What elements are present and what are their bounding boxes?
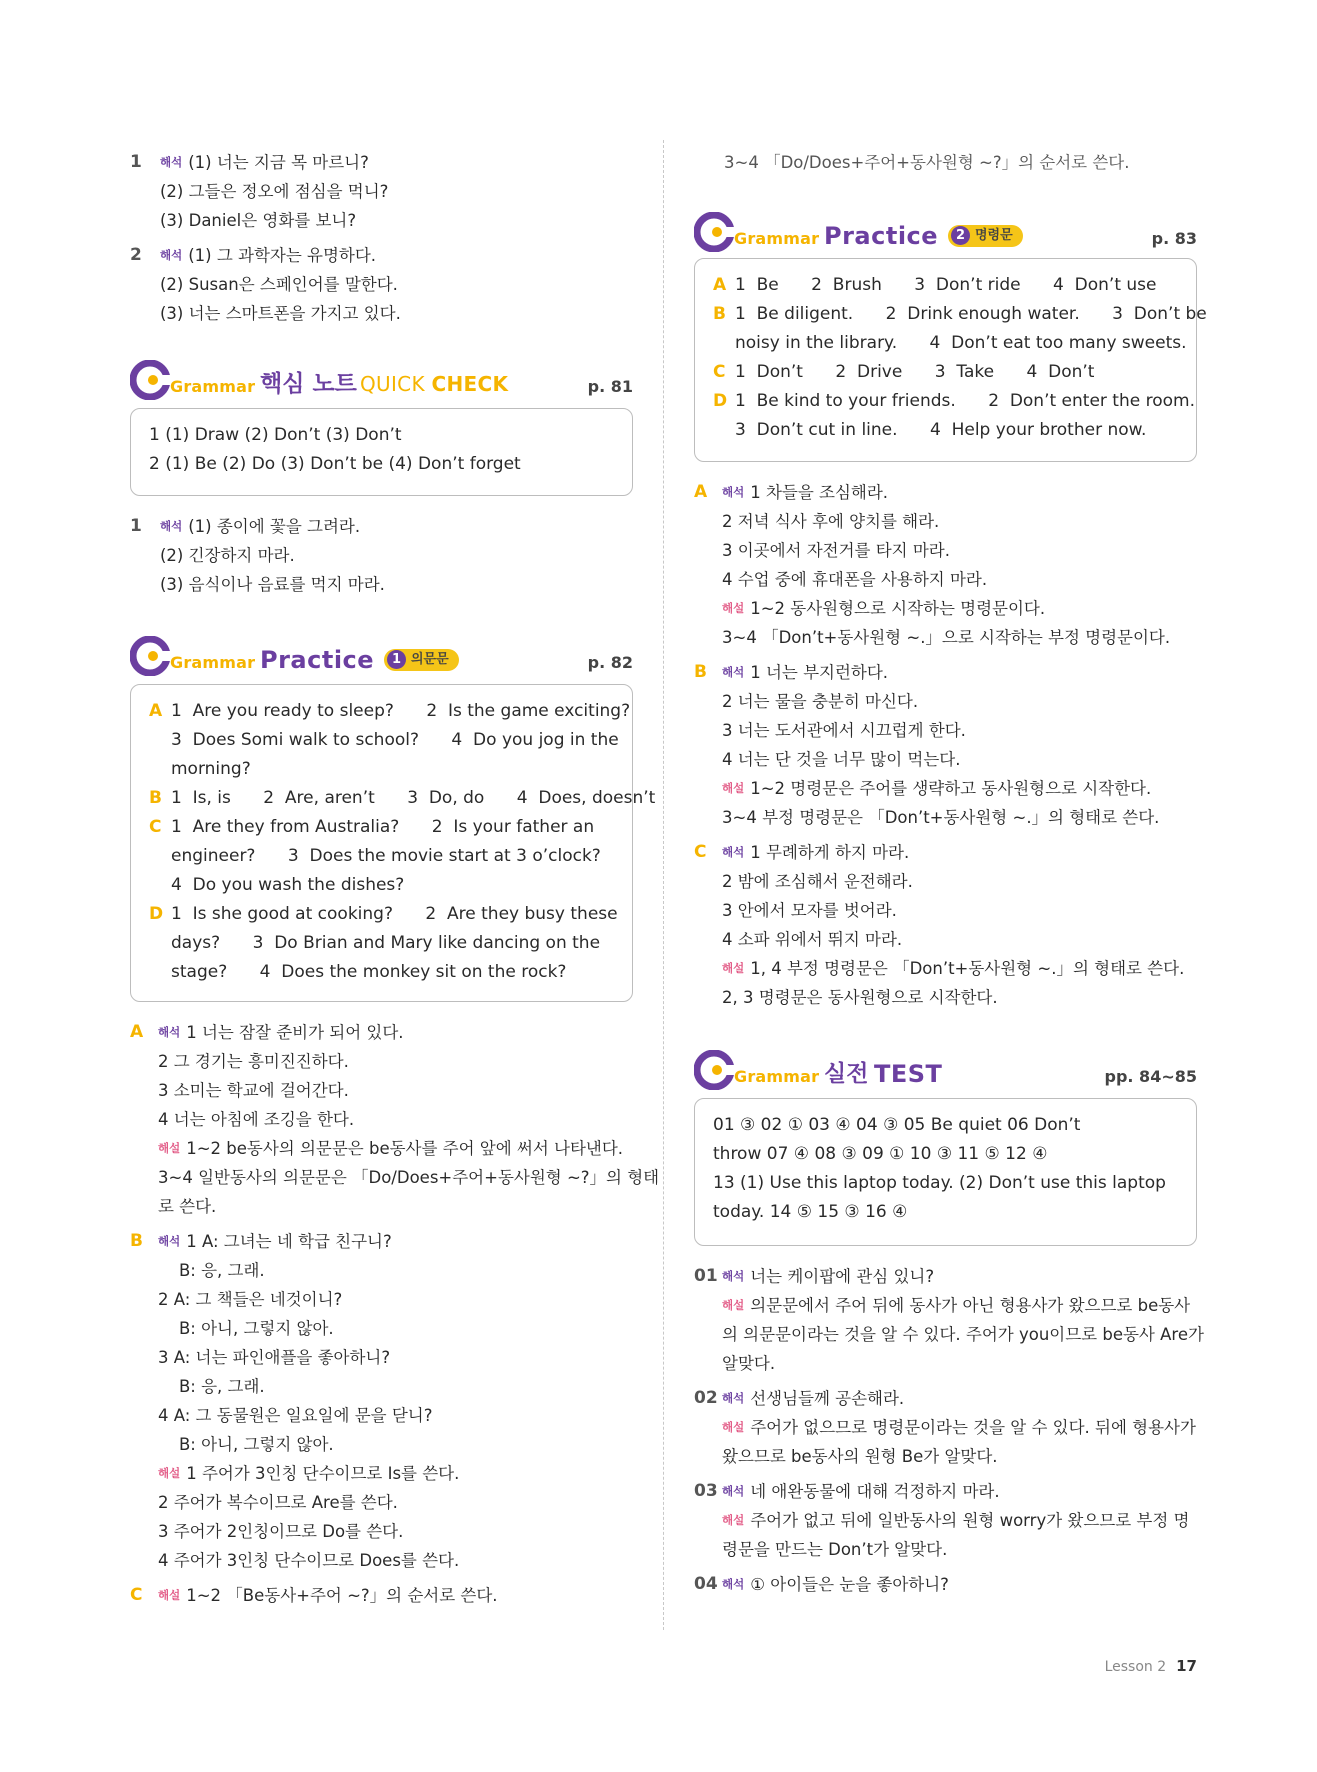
topic-badge: 2 명령문 (948, 225, 1023, 247)
explanation-text: 1 너는 잠잘 준비가 되어 있다. (186, 1023, 404, 1042)
explanation-line (694, 507, 1197, 536)
section-letter: A (149, 701, 163, 721)
section-letter: B (713, 304, 726, 324)
explanation-line (694, 1384, 1197, 1413)
answer-line (149, 842, 614, 871)
page-footer (1105, 1657, 1197, 1675)
grammar-g-logo-icon (130, 636, 170, 676)
explanation-text: 주어가 없고 뒤에 일반동사의 원형 worry가 왔으므로 부정 명 (750, 1511, 1190, 1530)
explanation-text: 3 너는 도서관에서 시끄럽게 한다. (722, 721, 966, 740)
section-letter: C (694, 842, 707, 862)
section-letter: 01 (694, 1266, 718, 1286)
explanation-text: 로 쓴다. (158, 1197, 217, 1216)
explanation-line (130, 1314, 633, 1343)
explanation-line (694, 478, 1197, 507)
explanation-text: 3 이곳에서 자전거를 타지 마라. (722, 541, 950, 560)
answer-line (713, 358, 1178, 387)
translation-tag: 해석 (722, 1391, 745, 1405)
explanation-line (694, 896, 1197, 925)
translation-tag: 해석 (722, 1269, 745, 1283)
explanation-line (130, 1134, 633, 1163)
explanation-text: 1 주어가 3인칭 단수이므로 Is를 쓴다. (186, 1464, 460, 1483)
explanation-line (130, 1285, 633, 1314)
explanation-text: 3 안에서 모자를 벗어라. (722, 901, 897, 920)
explanation-line (694, 954, 1197, 983)
section-letter: A (130, 1022, 144, 1042)
answer-text: 1 Are they from Australia? 2 Is your father an (171, 817, 595, 837)
explanation-text: 4 주어가 3인칭 단수이므로 Does를 쓴다. (158, 1551, 460, 1570)
list-item: 1 해석 (1) 너는 지금 목 마르니? (130, 148, 633, 177)
explanation-text: B: 아니, 그렇지 않아. (158, 1435, 334, 1454)
practice-2-explanations (694, 478, 1197, 1012)
answer-line (713, 300, 1207, 329)
explanation-text: 의문문에서 주어 뒤에 동사가 아닌 형용사가 왔으므로 be동사 (750, 1296, 1191, 1315)
answer-text: engineer? 3 Does the movie start at 3 o’clock? (171, 846, 601, 866)
answer-text: 3 Don’t cut in line. 4 Help your brother now. (735, 420, 1147, 440)
page-reference: p. 81 (587, 377, 633, 396)
answer-line (149, 784, 656, 813)
answer-text: days? 3 Do Brian and Mary like dancing on the (171, 933, 601, 953)
section-title: 실전 (824, 1061, 869, 1087)
grammar-g-logo-icon (694, 212, 734, 252)
explanation-line (130, 1192, 633, 1221)
explanation-line (130, 1372, 633, 1401)
grammar-word: Grammar (734, 1067, 820, 1086)
explanation-line (694, 1506, 1197, 1535)
explanation-line (694, 1291, 1197, 1320)
explanation-line (694, 1570, 1197, 1599)
explanation-line (694, 565, 1197, 594)
explanation-text: 3 A: 너는 파인애플을 좋아하니? (158, 1348, 391, 1367)
translation-tag: 해석 (722, 665, 745, 679)
translation-tag: 해석 (160, 155, 183, 169)
answer-line (713, 416, 1178, 445)
answer-line: 1 (1) Draw (2) Don’t (3) Don’t (149, 425, 402, 445)
explanation-line (130, 1227, 633, 1256)
explanation-line (130, 1076, 633, 1105)
page-reference: p. 82 (587, 653, 633, 672)
item-number: 2 (130, 245, 142, 265)
explanation-text: 선생님들께 공손해라. (750, 1389, 905, 1408)
explanation-line (694, 658, 1197, 687)
answer-text: 1 Are you ready to sleep? 2 Is the game exciting? (171, 701, 631, 721)
explanation-text: 의 의문문이라는 것을 알 수 있다. 주어가 you이므로 be동사 Are가 (722, 1325, 1204, 1344)
explanation-tag: 해설 (722, 781, 745, 795)
section-letter: C (149, 817, 162, 837)
answer-text: noisy in the library. 4 Don’t eat too many sweets. (735, 333, 1187, 353)
explanation-text: 1~2 동사원형으로 시작하는 명령문이다. (750, 599, 1046, 618)
practice-2-header (694, 212, 1197, 254)
answer-line (149, 929, 614, 958)
explanation-text: 1~2 be동사의 의문문은 be동사를 주어 앞에 써서 나타낸다. (186, 1139, 624, 1158)
explanation-line (694, 623, 1197, 652)
quick-check-header (130, 360, 633, 402)
carryover-explanation: 3~4 「Do/Does+주어+동사원형 ~?」의 순서로 쓴다. (724, 153, 1130, 172)
explanation-line (694, 867, 1197, 896)
explanation-line (130, 1163, 660, 1192)
test-explanations (694, 1262, 1204, 1599)
answer-line: throw 07 ④ 08 ③ 09 ① 10 ③ 11 ⑤ 12 ④ (713, 1144, 1048, 1164)
section-title: Practice (824, 222, 939, 250)
answer-text: 1 Be diligent. 2 Drink enough water. 3 Don’t be (735, 304, 1207, 324)
practice-2-answer-box (694, 258, 1207, 462)
explanation-line (130, 1546, 633, 1575)
explanation-line (130, 1343, 633, 1372)
section-title: 핵심 노트 (260, 371, 357, 397)
answer-line: 01 ③ 02 ① 03 ④ 04 ③ 05 Be quiet 06 Don’t (713, 1115, 1081, 1135)
answer-line (149, 726, 619, 755)
explanation-text: 1 차들을 조심해라. (750, 483, 889, 502)
answer-text: 4 Do you wash the dishes? (171, 875, 405, 895)
section-letter: B (130, 1231, 143, 1251)
translation-tag: 해석 (160, 519, 183, 533)
grammar-word: Grammar (170, 653, 256, 672)
explanation-text: 1, 4 부정 명령문은 「Don’t+동사원형 ~.」의 형태로 쓴다. (750, 959, 1185, 978)
test-answer-box (694, 1098, 1197, 1246)
explanation-text: 2 저녁 식사 후에 양치를 해라. (722, 512, 940, 531)
section-letter: A (694, 482, 708, 502)
explanation-text: 2, 3 명령문은 동사원형으로 시작한다. (722, 988, 998, 1007)
section-letter: C (130, 1585, 143, 1605)
explanation-line (130, 1459, 633, 1488)
section-letter: 04 (694, 1574, 718, 1594)
explanation-tag: 해설 (158, 1588, 181, 1602)
grammar-word: Grammar (734, 229, 820, 248)
item-number: 1 (130, 516, 142, 536)
answer-line (713, 271, 1178, 300)
explanation-tag: 해설 (158, 1466, 181, 1480)
explanation-line (694, 687, 1197, 716)
explanation-line (130, 1488, 633, 1517)
explanation-tag: 해설 (722, 1420, 745, 1434)
explanation-tag: 해설 (722, 961, 745, 975)
explanation-line (694, 1262, 1197, 1291)
lesson-label: Lesson 2 (1104, 1659, 1167, 1675)
section-letter: C (713, 362, 726, 382)
explanation-text: 4 너는 아침에 조깅을 한다. (158, 1110, 355, 1129)
list-item: 1 해석 (1) 종이에 꽃을 그려라. (130, 512, 633, 541)
practice-1-answer-box (130, 684, 656, 1002)
explanation-line (130, 1430, 633, 1459)
section-letter: B (694, 662, 707, 682)
test-header (694, 1050, 1197, 1092)
explanation-text: B: 아니, 그렇지 않아. (158, 1319, 334, 1338)
section-title-en: TEST (874, 1060, 943, 1088)
grammar-g-logo-icon (694, 1050, 734, 1090)
answer-line (149, 958, 614, 987)
explanation-line (694, 803, 1197, 832)
page-reference: p. 83 (1151, 229, 1197, 248)
column-divider (663, 140, 664, 1630)
answer-line (149, 900, 618, 929)
answer-text: 1 Be kind to your friends. 2 Don’t enter the room. (735, 391, 1195, 411)
answer-text: 1 Is she good at cooking? 2 Are they busy these (171, 904, 618, 924)
item-number: 1 (130, 152, 142, 172)
explanation-line (694, 745, 1197, 774)
answer-text: morning? (171, 759, 251, 779)
explanation-text: 3~4 일반동사의 의문문은 「Do/Does+주어+동사원형 ~?」의 형태 (158, 1168, 660, 1187)
explanation-text: 1 A: 그녀는 네 학급 친구니? (186, 1232, 392, 1251)
explanation-tag: 해설 (722, 601, 745, 615)
list-item: 2 해석 (1) 그 과학자는 유명하다. (130, 241, 633, 270)
explanation-text: 2 밤에 조심해서 운전해라. (722, 872, 913, 891)
answer-text: 1 Is, is 2 Are, aren’t 3 Do, do 4 Does, doesn’t (171, 788, 656, 808)
section-letter: A (713, 275, 727, 295)
translation-tag: 해석 (160, 248, 183, 262)
section-title: Practice (260, 646, 375, 674)
answer-line (149, 871, 614, 900)
explanation-line (130, 1581, 633, 1610)
explanation-text: 1 너는 부지런하다. (750, 663, 889, 682)
explanation-text: 2 A: 그 책들은 네것이니? (158, 1290, 343, 1309)
page-reference: pp. 84~85 (1104, 1067, 1197, 1086)
explanation-line (694, 1349, 1197, 1378)
explanation-line (694, 774, 1197, 803)
section-letter: D (149, 904, 164, 924)
explanation-line (694, 1535, 1197, 1564)
answer-line: 13 (1) Use this laptop today. (2) Don’t use this laptop (713, 1173, 1166, 1193)
explanation-line (130, 1018, 633, 1047)
explanation-line (130, 1105, 633, 1134)
explanation-line (694, 925, 1197, 954)
explanation-text: 2 너는 물을 충분히 마신다. (722, 692, 919, 711)
answer-text: 3 Does Somi walk to school? 4 Do you jog in the (171, 730, 619, 750)
translation-tag: 해석 (158, 1234, 181, 1248)
answer-line: 2 (1) Be (2) Do (3) Don’t be (4) Don’t forget (149, 454, 521, 474)
answer-line (713, 329, 1187, 358)
explanation-text: 1~2 「Be동사+주어 ~?」의 순서로 쓴다. (186, 1586, 498, 1605)
explanation-text: 1 무례하게 하지 마라. (750, 843, 910, 862)
translation-tag: 해석 (722, 485, 745, 499)
explanation-line (694, 1413, 1197, 1442)
translation-tag: 해석 (722, 1484, 745, 1498)
translation-tag: 해석 (722, 845, 745, 859)
explanation-line (694, 594, 1197, 623)
section-letter: 02 (694, 1388, 718, 1408)
explanation-line (130, 1047, 633, 1076)
explanation-text: B: 응, 그래. (158, 1261, 265, 1280)
answer-text: stage? 4 Does the monkey sit on the rock? (171, 962, 567, 982)
explanation-text: 1~2 명령문은 주어를 생략하고 동사원형으로 시작한다. (750, 779, 1152, 798)
explanation-tag: 해설 (158, 1141, 181, 1155)
explanation-text: 4 A: 그 동물원은 일요일에 문을 닫니? (158, 1406, 433, 1425)
practice-1-header (130, 636, 633, 678)
explanation-line (694, 716, 1197, 745)
intro-explanations: 1 해석 (1) 너는 지금 목 마르니? (2) 그들은 정오에 점심을 먹니? (3) Daniel은 영화를 보니? 2 해석 (1) 그 과학자는 유명하다. (2) Susan은 스페인어를 말한다. (3) 너는 스마트폰을 가지고 있다. (130, 148, 633, 328)
answer-text: 1 Be 2 Brush 3 Don’t ride 4 Don’t use (735, 275, 1157, 295)
answer-line (149, 813, 614, 842)
section-letter: B (149, 788, 162, 808)
explanation-text: ① 아이들은 눈을 좋아하니? (750, 1575, 949, 1594)
answer-text: 1 Don’t 2 Drive 3 Take 4 Don’t (735, 362, 1095, 382)
explanation-text: 주어가 없으므로 명령문이라는 것을 알 수 있다. 뒤에 형용사가 (750, 1418, 1196, 1437)
section-letter: D (713, 391, 728, 411)
explanation-text: B: 응, 그래. (158, 1377, 265, 1396)
explanation-text: 4 수업 중에 휴대폰을 사용하지 마라. (722, 570, 988, 589)
explanation-line (694, 1320, 1204, 1349)
explanation-text: 4 너는 단 것을 너무 많이 먹는다. (722, 750, 961, 769)
grammar-word: Grammar (170, 377, 256, 396)
answer-line (149, 697, 631, 726)
explanation-text: 네 애완동물에 대해 걱정하지 마라. (750, 1482, 1000, 1501)
explanation-line (130, 1517, 633, 1546)
answer-line (149, 755, 614, 784)
explanation-text: 2 주어가 복수이므로 Are를 쓴다. (158, 1493, 398, 1512)
explanation-line (694, 1477, 1197, 1506)
quick-check-explanation: 1 해석 (1) 종이에 꽃을 그려라. (2) 긴장하지 마라. (3) 음식이나 음료를 먹지 마라. (130, 512, 633, 599)
practice-1-explanations (130, 1018, 660, 1610)
check-label: CHECK (431, 372, 509, 396)
explanation-line (694, 983, 1197, 1012)
section-letter: 03 (694, 1481, 718, 1501)
explanation-line (130, 1256, 633, 1285)
quick-label: QUICK (360, 372, 425, 396)
grammar-g-logo-icon (130, 360, 170, 400)
explanation-text: 2 그 경기는 흥미진진하다. (158, 1052, 349, 1071)
explanation-text: 3 주어가 2인칭이므로 Do를 쓴다. (158, 1522, 404, 1541)
topic-badge: 1 의문문 (384, 649, 459, 671)
explanation-line (694, 536, 1197, 565)
explanation-text: 3 소미는 학교에 걸어간다. (158, 1081, 349, 1100)
explanation-text: 령문을 만드는 Don’t가 알맞다. (722, 1540, 948, 1559)
explanation-text: 3~4 「Don’t+동사원형 ~.」으로 시작하는 부정 명령문이다. (722, 628, 1171, 647)
translation-tag: 해석 (158, 1025, 181, 1039)
explanation-line (130, 1401, 633, 1430)
explanation-text: 4 소파 위에서 뛰지 마라. (722, 930, 903, 949)
explanation-text: 알맞다. (722, 1354, 776, 1373)
page-number: 17 (1176, 1657, 1197, 1675)
quick-check-answer-box (130, 408, 633, 496)
explanation-line (694, 1442, 1197, 1471)
explanation-text: 너는 케이팝에 관심 있니? (750, 1267, 935, 1286)
answer-line (713, 387, 1195, 416)
explanation-line (694, 838, 1197, 867)
explanation-tag: 해설 (722, 1513, 745, 1527)
answer-line: today. 14 ⑤ 15 ③ 16 ④ (713, 1202, 908, 1222)
translation-tag: 해석 (722, 1577, 745, 1591)
explanation-text: 3~4 부정 명령문은 「Don’t+동사원형 ~.」의 형태로 쓴다. (722, 808, 1160, 827)
explanation-tag: 해설 (722, 1298, 745, 1312)
explanation-text: 왔으므로 be동사의 원형 Be가 알맞다. (722, 1447, 998, 1466)
